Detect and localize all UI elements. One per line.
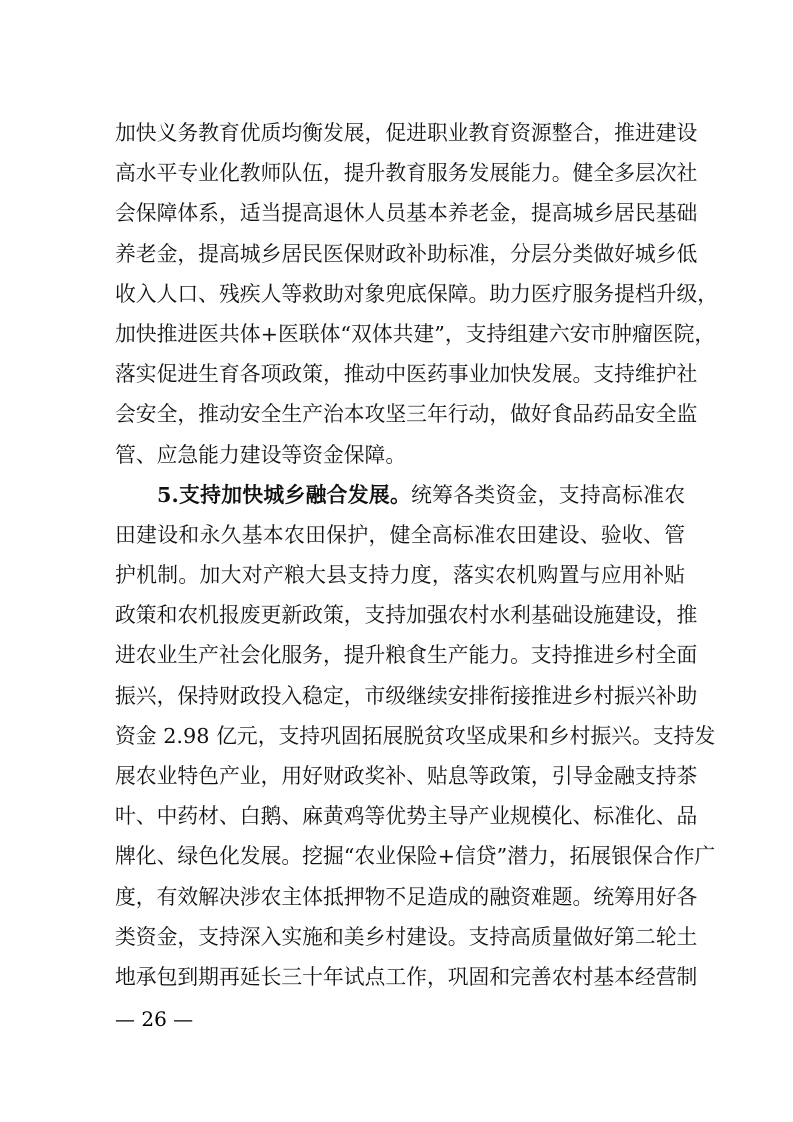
paragraph-line: 落实促进生育各项政策，推动中医药事业加快发展。支持维护社 [115, 362, 698, 386]
paragraph-line: 会保障体系，适当提高退休人员基本养老金，提高城乡居民基础 [115, 201, 698, 225]
section-heading-rest: 统筹各类资金，支持高标准农 [411, 483, 685, 507]
paragraph-line: 资金 2.98 亿元，支持巩固拓展脱贫攻坚成果和乡村振兴。支持发 [115, 724, 716, 748]
paragraph-line: 加快推进医共体+医联体“双体共建”，支持组建六安市肿瘤医院， [115, 322, 716, 346]
section-heading: 5.支持加快城乡融合发展。 [157, 482, 412, 507]
paragraph-line: 收入人口、残疾人等救助对象兜底保障。助力医疗服务提档升级， [115, 282, 719, 306]
paragraph-line: 叶、中药材、白鹅、麻黄鸡等优势主导产业规模化、标准化、品 [115, 804, 698, 828]
paragraph-line: 养老金，提高城乡居民医保财政补助标准，分层分类做好城乡低 [115, 242, 698, 266]
paragraph-line: 地承包到期再延长三十年试点工作，巩固和完善农村基本经营制 [115, 965, 698, 989]
section-heading-line [157, 480, 685, 510]
paragraph-line: 牌化、绿色化发展。挖掘“农业保险+信贷”潜力，拓展银保合作广 [115, 844, 716, 868]
paragraph-line: 加快义务教育优质均衡发展，促进职业教育资源整合，推进建设 [115, 121, 698, 145]
paragraph-line: 度，有效解决涉农主体抵押物不足造成的融资难题。统筹用好各 [115, 885, 698, 909]
paragraph-line: 会安全，推动安全生产治本攻坚三年行动，做好食品药品安全监 [115, 402, 698, 426]
paragraph-line: 振兴，保持财政投入稳定，市级继续安排衔接推进乡村振兴补助 [115, 684, 698, 708]
paragraph-line: 田建设和永久基本农田保护，健全高标准农田建设、验收、管 [115, 523, 685, 547]
paragraph-line: 政策和农机报废更新政策，支持加强农村水利基础设施建设，推 [115, 603, 698, 627]
paragraph-line: 护机制。加大对产粮大县支持力度，落实农机购置与应用补贴 [115, 563, 685, 587]
paragraph-line: 高水平专业化教师队伍，提升教育服务发展能力。健全多层次社 [115, 161, 698, 185]
page-number: — 26 — [115, 1007, 194, 1031]
paragraph-line: 管、应急能力建设等资金保障。 [115, 443, 407, 467]
paragraph-line: 类资金，支持深入实施和美乡村建设。支持高质量做好第二轮土 [115, 925, 698, 949]
paragraph-line: 进农业生产社会化服务，提升粮食生产能力。支持推进乡村全面 [115, 643, 698, 667]
paragraph-line: 展农业特色产业，用好财政奖补、贴息等政策，引导金融支持茶 [115, 764, 698, 788]
